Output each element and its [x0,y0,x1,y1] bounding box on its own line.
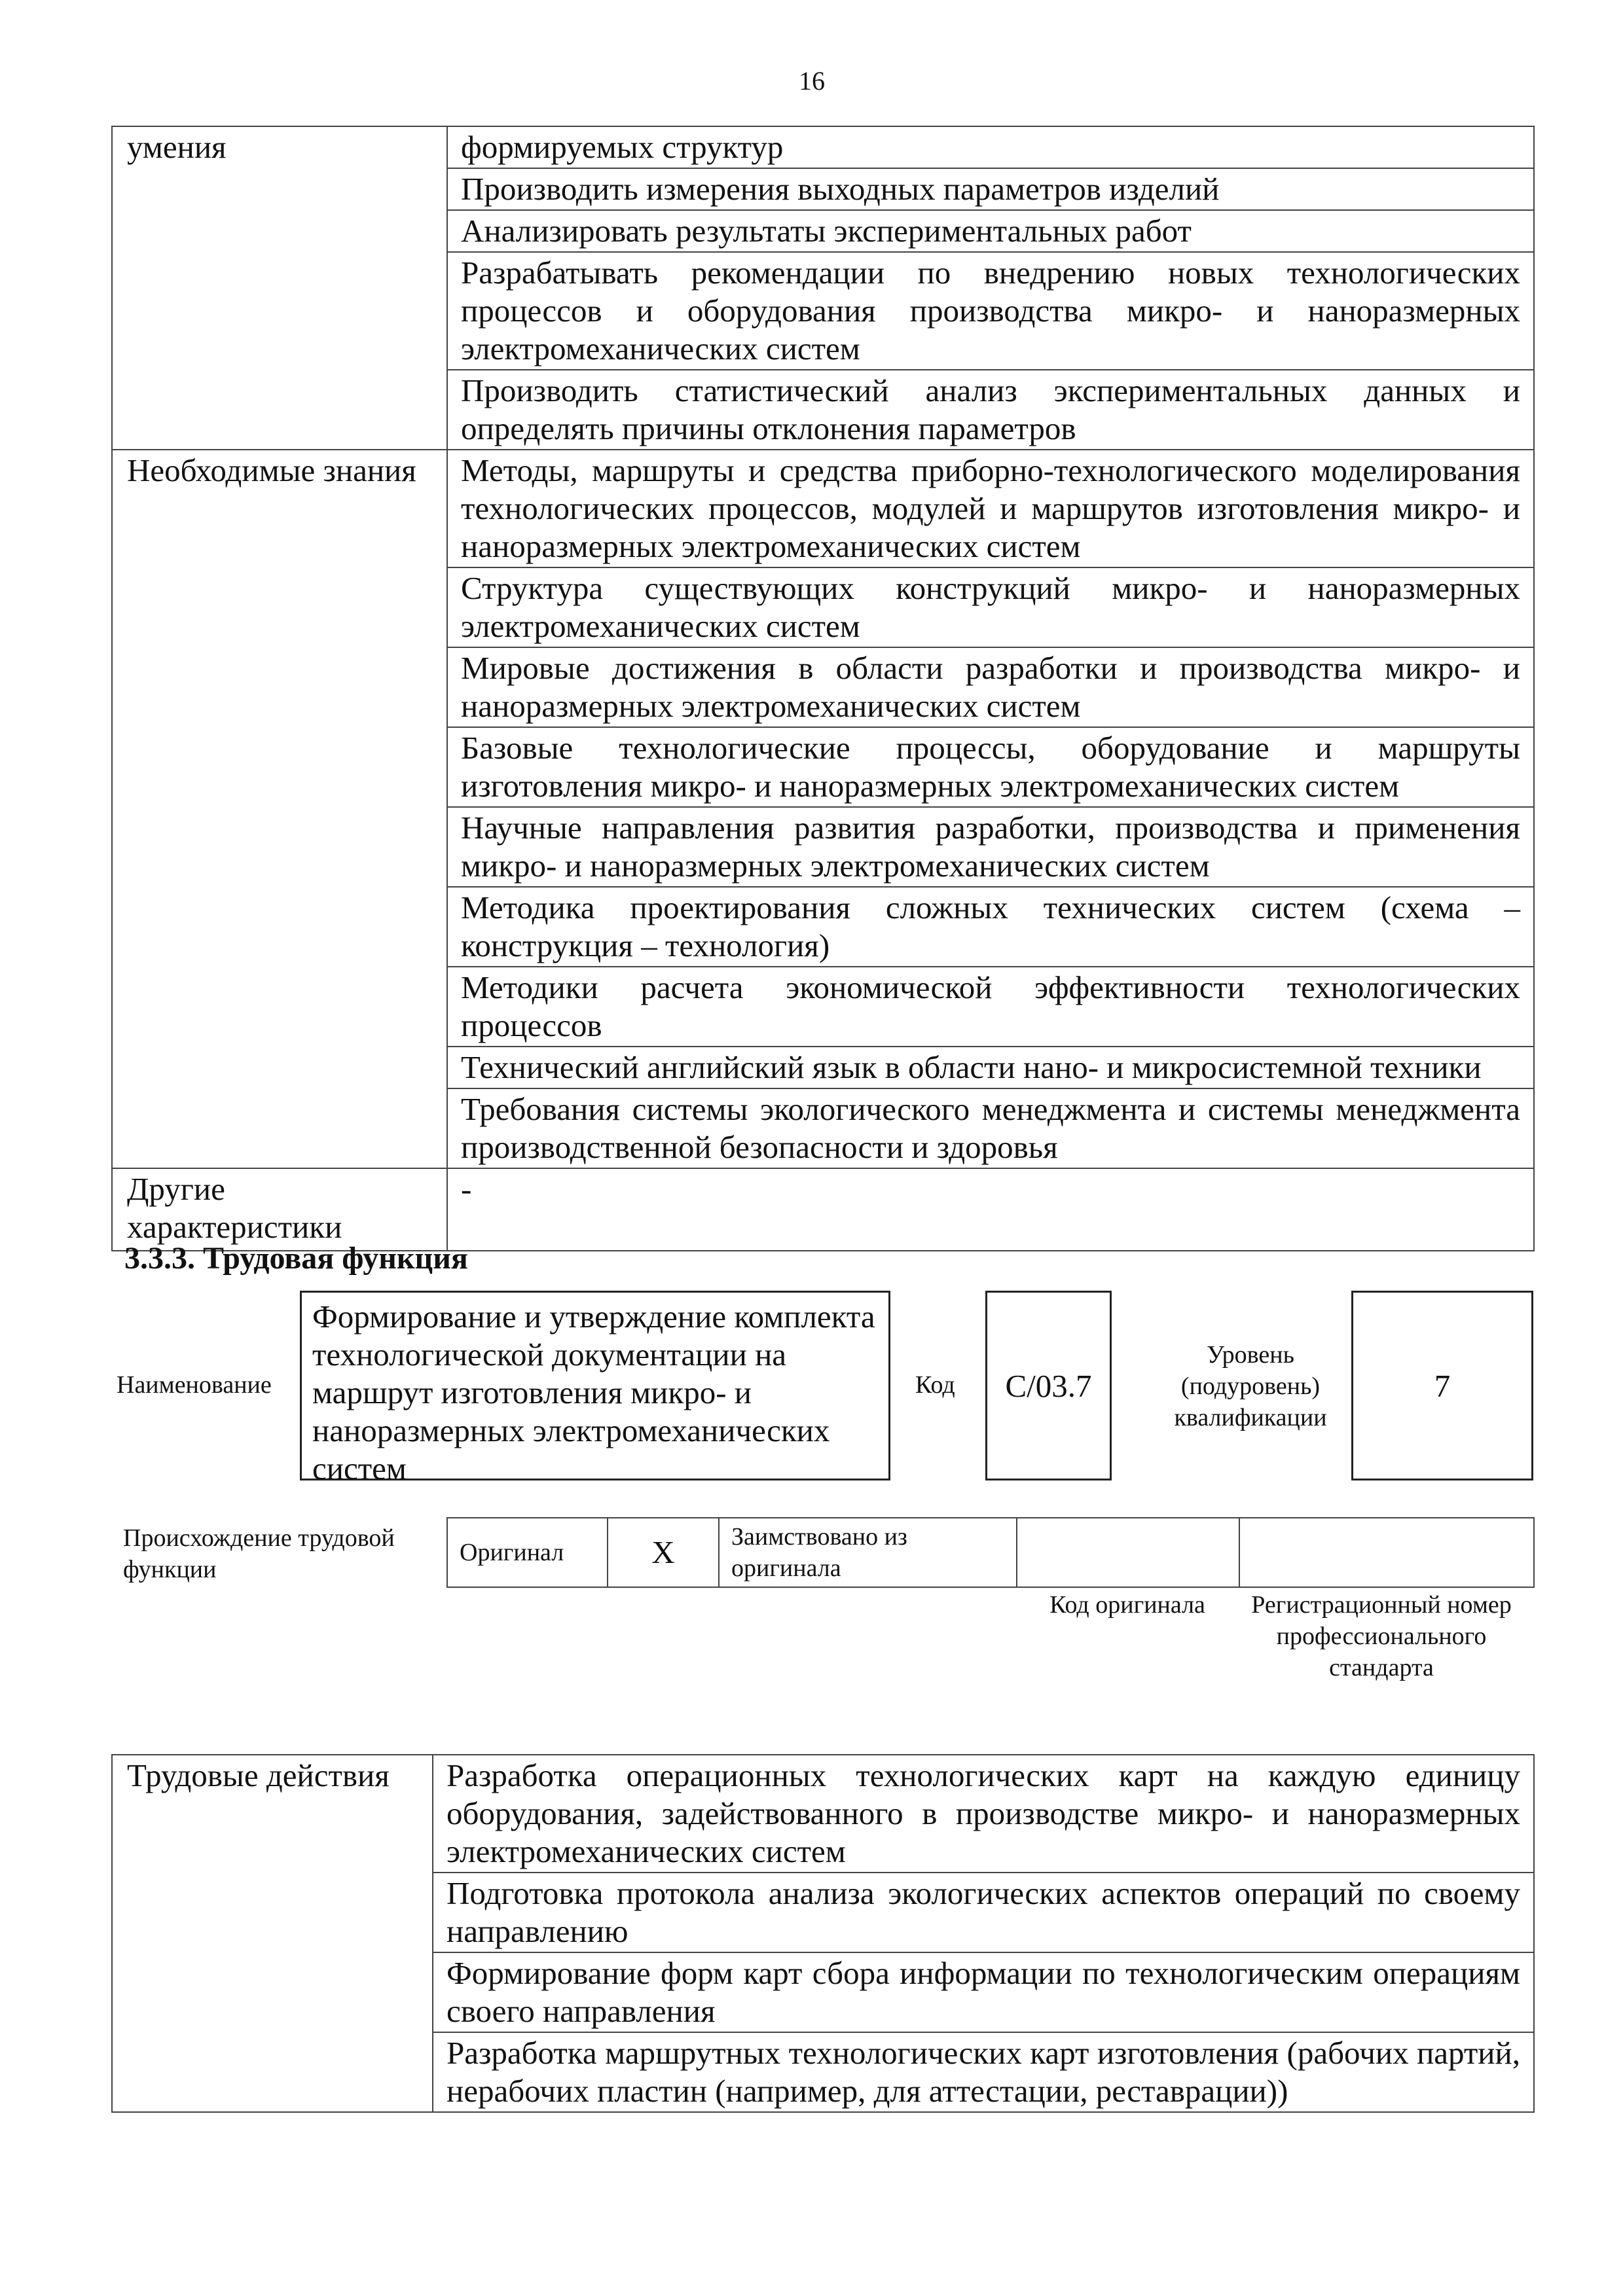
list-item: Структура существующих конструкций микро- и наноразмерных электромеханических систем [447,567,1534,647]
page-number: 16 [799,66,825,96]
level-value: 7 [1434,1367,1451,1404]
knowledge-label: Необходимые знания [112,450,447,1168]
code-original-cell [1017,1518,1239,1587]
table-row [112,1755,1534,1873]
code-box [985,1291,1112,1480]
borrowed-label: Заимствовано из оригинала [719,1518,1017,1587]
list-item: Производить статистический анализ экспериментальных данных и определять причины отклонения параметров [447,370,1534,450]
table-row [112,1168,1534,1251]
other-value: - [447,1168,1534,1251]
origin-table [447,1517,1535,1588]
original-mark: X [608,1518,719,1587]
list-item: формируемых структур [447,126,1534,168]
list-item: Методики расчета экономической эффективности технологических процессов [447,967,1534,1047]
code-value: C/03.7 [1005,1367,1092,1404]
list-item: Формирование форм карт сбора информации по технологическим операциям своего направления [433,1952,1534,2032]
skills-label: умения [112,126,447,450]
skills-knowledge-table [111,126,1535,1251]
list-item: Технический английский язык в области нано- и микросистемной техники [447,1047,1534,1088]
list-item: Разрабатывать рекомендации по внедрению новых технологических процессов и оборудования производства микро- и наноразмерных электромеханических систем [447,252,1534,370]
table-row [112,126,1534,168]
list-item: Подготовка протокола анализа экологических аспектов операций по своему направлению [433,1873,1534,1952]
name-label: Наименование [117,1371,272,1399]
list-item: Базовые технологические процессы, оборудование и маршруты изготовления микро- и наноразмерных электромеханических систем [447,727,1534,807]
table-row [447,1518,1534,1587]
code-original-caption: Код оригинала [1049,1591,1205,1619]
actions-label: Трудовые действия [112,1755,433,2112]
list-item: Требования системы экологического менеджмента и системы менеджмента производственной безопасности и здоровья [447,1088,1534,1168]
list-item: Разработка операционных технологических карт на каждую единицу оборудования, задействованного в производстве микро- и наноразмерных электромеханических систем [433,1755,1534,1873]
table-row [112,450,1534,567]
list-item: Мировые достижения в области разработки и производства микро- и наноразмерных электромеханических систем [447,647,1534,727]
reg-number-cell [1239,1518,1534,1587]
level-box [1351,1291,1533,1480]
list-item: Производить измерения выходных параметров изделий [447,168,1534,210]
list-item: Методика проектирования сложных технических систем (схема – конструкция – технология) [447,887,1534,967]
function-name-box: Формирование и утверждение комплекта технологической документации на маршрут изготовления микро- и наноразмерных электромеханических систем [300,1291,890,1480]
origin-label: Происхождение трудовой функции [123,1524,395,1583]
list-item: Методы, маршруты и средства приборно-технологического моделирования технологических процессов, модулей и маршрутов изготовления микро- и наноразмерных электромеханических систем [447,450,1534,567]
list-item: Анализировать результаты экспериментальных работ [447,210,1534,252]
reg-number-caption: Регистрационный номер профессионального стандарта [1251,1591,1512,1681]
labour-actions-table [111,1754,1535,2113]
other-label: Другие характеристики [112,1168,447,1251]
original-label: Оригинал [447,1518,608,1587]
list-item: Научные направления развития разработки, производства и применения микро- и наноразмерных электромеханических систем [447,807,1534,887]
list-item: Разработка маршрутных технологических карт изготовления (рабочих партий, нерабочих пластин (например, для аттестации, реставрации)) [433,2032,1534,2112]
section-title: 3.3.3. Трудовая функция [124,1241,468,1276]
level-label: Уровень (подуровень) квалификации [1174,1341,1327,1431]
code-label: Код [915,1371,955,1399]
